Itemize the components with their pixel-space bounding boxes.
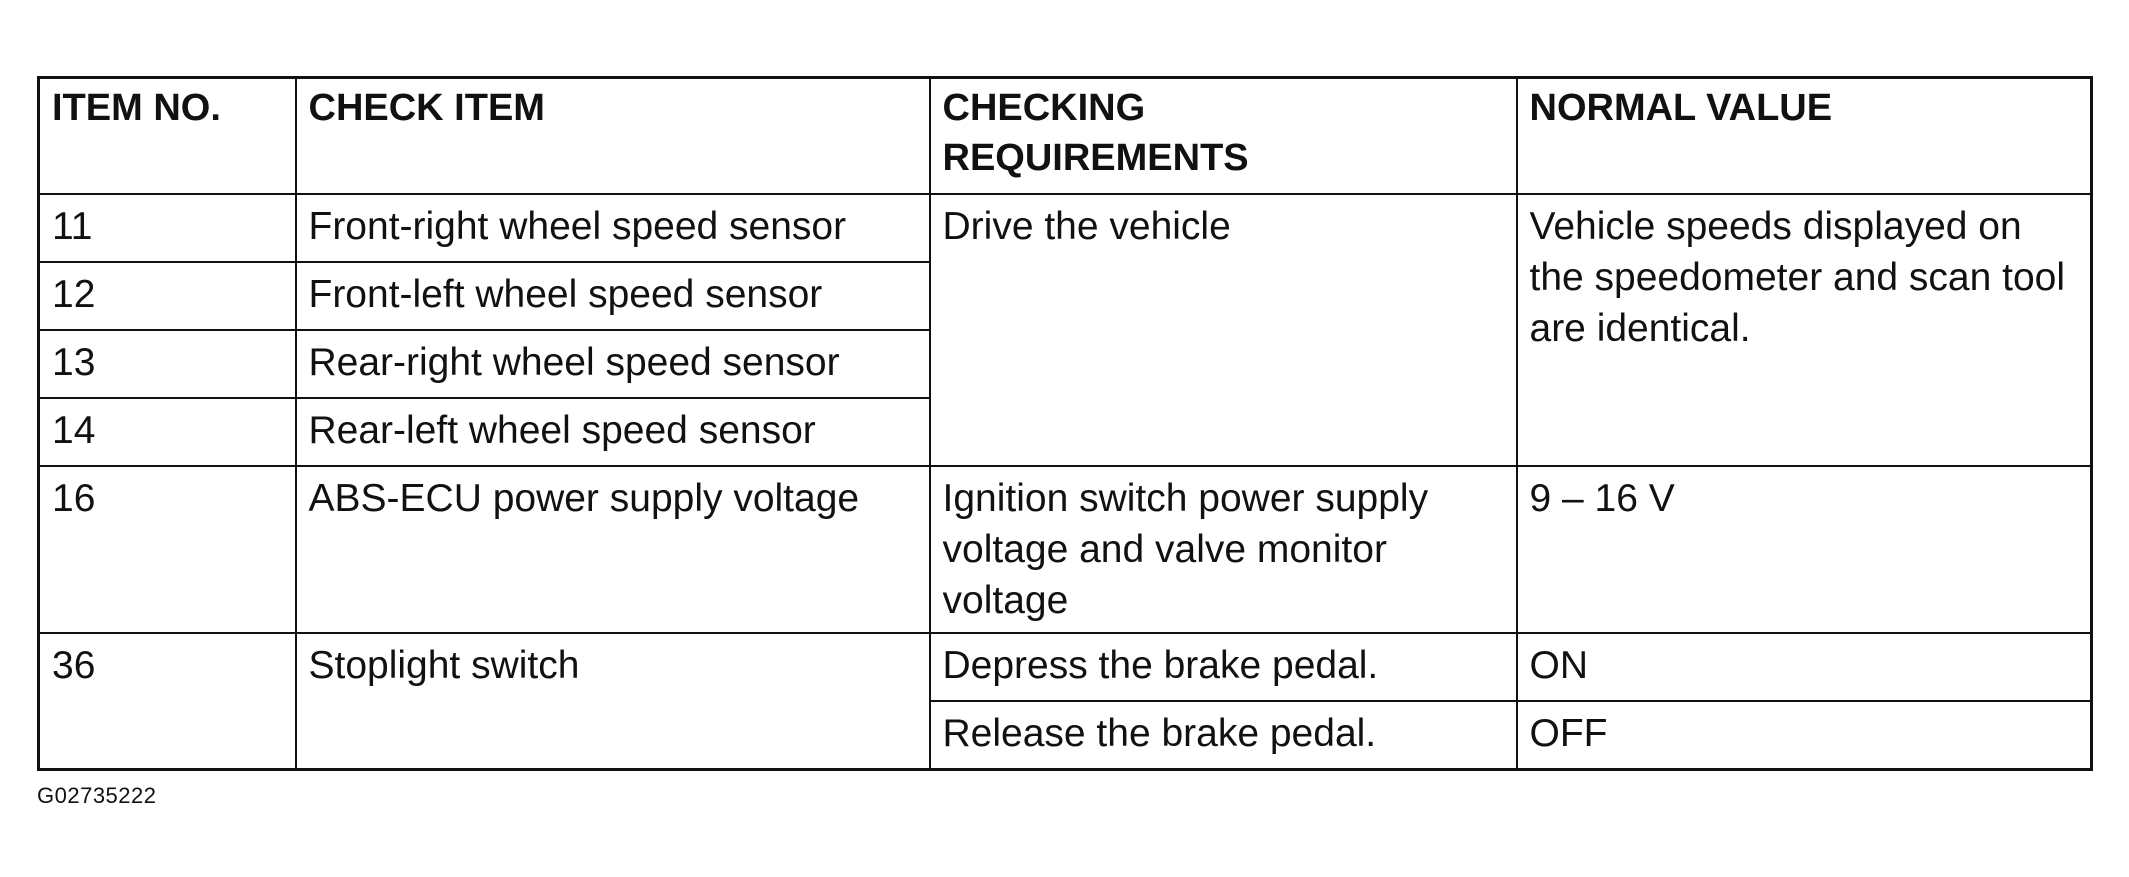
check-item-cell: Rear-right wheel speed sensor bbox=[296, 330, 930, 398]
figure-code: G02735222 bbox=[37, 783, 157, 808]
checking-requirements-cell: Drive the vehicle bbox=[930, 194, 1517, 466]
item-no-cell: 36 bbox=[39, 633, 296, 770]
header-normal-value: NORMAL VALUE bbox=[1517, 78, 2092, 195]
inspection-table bbox=[37, 76, 2093, 771]
checking-requirements-cell: Release the brake pedal. bbox=[930, 701, 1517, 770]
checking-requirements-cell: Depress the brake pedal. bbox=[930, 633, 1517, 701]
header-checking-requirements bbox=[930, 78, 1517, 195]
item-no-cell: 14 bbox=[39, 398, 296, 466]
check-item-cell: ABS-ECU power supply voltage bbox=[296, 466, 930, 633]
header-item-no: ITEM NO. bbox=[39, 78, 296, 195]
header-checking-requirements-line1: CHECKING bbox=[942, 87, 1146, 129]
header-checking-requirements-line2: REQUIREMENTS bbox=[942, 137, 1249, 179]
item-no-cell: 12 bbox=[39, 262, 296, 330]
header-row bbox=[39, 78, 2092, 195]
check-item-cell: Stoplight switch bbox=[296, 633, 930, 770]
normal-value-cell: Vehicle speeds displayed on the speedometer and scan tool are identical. bbox=[1517, 194, 2092, 466]
item-no-cell: 11 bbox=[39, 194, 296, 262]
normal-value-cell: ON bbox=[1517, 633, 2092, 701]
normal-value-cell: 9 – 16 V bbox=[1517, 466, 2092, 633]
check-item-cell: Front-left wheel speed sensor bbox=[296, 262, 930, 330]
normal-value-cell: OFF bbox=[1517, 701, 2092, 770]
table-row bbox=[39, 194, 2092, 262]
check-item-cell: Rear-left wheel speed sensor bbox=[296, 398, 930, 466]
item-no-cell: 16 bbox=[39, 466, 296, 633]
check-item-cell: Front-right wheel speed sensor bbox=[296, 194, 930, 262]
checking-requirements-cell: Ignition switch power supply voltage and valve monitor voltage bbox=[930, 466, 1517, 633]
header-check-item: CHECK ITEM bbox=[296, 78, 930, 195]
table-row bbox=[39, 633, 2092, 701]
table-row bbox=[39, 466, 2092, 633]
item-no-cell: 13 bbox=[39, 330, 296, 398]
